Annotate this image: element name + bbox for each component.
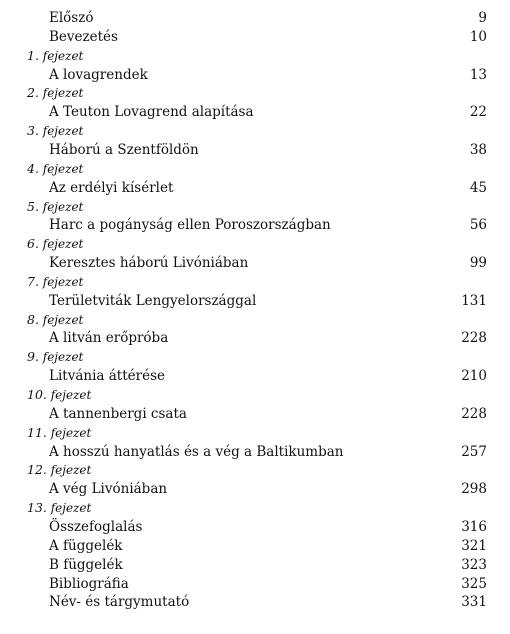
toc-entry <box>0 65 510 85</box>
chapter-label <box>27 423 91 443</box>
chapter-number: 2. <box>27 85 39 101</box>
toc-entry <box>0 102 510 122</box>
chapter-label <box>27 460 91 480</box>
toc-entry-title: Litvánia áttérése <box>49 368 165 385</box>
toc-page-number: 45 <box>469 179 487 196</box>
toc-entry-title: Név- és tárgymutató <box>49 594 190 611</box>
chapter-number: 12. <box>27 462 47 478</box>
chapter-heading <box>0 498 510 518</box>
toc-entry-title: A Teuton Lovagrend alapítása <box>49 104 254 121</box>
toc-page-number: 38 <box>469 141 487 158</box>
toc-page-number: 323 <box>461 556 487 573</box>
toc-page-number: 228 <box>461 405 487 422</box>
chapter-heading <box>0 121 510 141</box>
chapter-number: 9. <box>27 349 39 365</box>
chapter-label <box>27 46 83 66</box>
toc-entry-title: Bevezetés <box>49 28 118 45</box>
toc-entry-title: Összefoglalás <box>49 518 143 535</box>
toc-page-number: 325 <box>461 575 487 592</box>
chapter-word: fejezet <box>50 388 92 402</box>
chapter-label <box>27 498 91 518</box>
toc-entry-title: Harc a pogányság ellen Poroszországban <box>49 217 331 234</box>
toc-entry <box>0 479 510 499</box>
toc-entry-title: A tannenbergi csata <box>49 405 187 422</box>
toc-entry-title: A függelék <box>49 537 123 554</box>
chapter-label <box>27 272 83 292</box>
chapter-heading <box>0 46 510 66</box>
toc-page-number: 10 <box>469 28 487 45</box>
toc-entry <box>0 215 510 235</box>
toc-page-number: 228 <box>461 330 487 347</box>
chapter-word: fejezet <box>42 48 84 63</box>
chapter-word: fejezet <box>50 501 92 516</box>
toc-entry <box>0 8 510 28</box>
chapter-label <box>27 347 83 367</box>
chapter-word: fejezet <box>42 274 84 289</box>
toc-page-number: 13 <box>469 66 487 83</box>
chapter-word: fejezet <box>42 124 84 139</box>
chapter-number: 7. <box>27 273 39 289</box>
toc-entry <box>0 27 510 47</box>
toc-entry-title: Az erdélyi kísérlet <box>49 179 174 196</box>
chapter-label <box>27 385 91 405</box>
chapter-heading <box>0 385 510 405</box>
toc-page-number: 131 <box>461 292 487 309</box>
chapter-label <box>27 159 83 179</box>
toc-page-number: 210 <box>461 368 487 385</box>
toc-entry-title: Területviták Lengyelországgal <box>49 292 257 309</box>
toc-page-number: 298 <box>461 481 487 498</box>
toc-entry <box>0 592 510 612</box>
toc-entry <box>0 328 510 348</box>
toc-entry-title: A lovagrendek <box>49 66 148 83</box>
chapter-word: fejezet <box>42 199 84 214</box>
chapter-number: 4. <box>27 160 39 176</box>
chapter-number: 11. <box>27 424 47 440</box>
toc-entry <box>0 178 510 198</box>
chapter-number: 8. <box>27 311 39 327</box>
toc-page-number: 331 <box>461 594 487 611</box>
toc-page-number: 99 <box>469 255 487 272</box>
toc-entry <box>0 140 510 160</box>
toc-entry-title: Előszó <box>49 10 94 26</box>
chapter-label <box>27 310 83 330</box>
chapter-word: fejezet <box>50 463 92 478</box>
chapter-number: 5. <box>27 198 39 214</box>
toc-page-number: 9 <box>478 10 487 26</box>
toc-entry <box>0 442 510 462</box>
chapter-word: fejezet <box>42 350 84 365</box>
toc-entry <box>0 517 510 537</box>
chapter-label <box>27 234 83 254</box>
toc-entry-title: Háború a Szentföldön <box>49 141 199 158</box>
toc-page-number: 56 <box>469 217 487 234</box>
toc-entry <box>0 291 510 311</box>
chapter-word: fejezet <box>50 425 92 440</box>
chapter-word: fejezet <box>42 161 84 176</box>
chapter-number: 13. <box>27 500 47 516</box>
chapter-heading <box>0 197 510 217</box>
toc-entry-title: A litván erőpróba <box>49 330 169 347</box>
chapter-label <box>27 121 83 141</box>
chapter-label <box>27 197 83 217</box>
toc-page-number: 321 <box>461 537 487 554</box>
toc-entry <box>0 366 510 386</box>
chapter-heading <box>0 423 510 443</box>
chapter-heading <box>0 347 510 367</box>
chapter-heading <box>0 234 510 254</box>
toc-entry-title: Keresztes háború Livóniában <box>49 255 249 272</box>
toc-page-number: 22 <box>469 104 487 121</box>
chapter-number: 1. <box>27 47 39 63</box>
toc-entry-title: B függelék <box>49 556 123 573</box>
toc-page-number: 316 <box>461 518 487 535</box>
toc-entry <box>0 404 510 424</box>
chapter-heading <box>0 460 510 480</box>
chapter-word: fejezet <box>42 86 84 101</box>
toc-entry <box>0 555 510 575</box>
chapter-label <box>27 83 83 103</box>
chapter-word: fejezet <box>42 237 84 252</box>
toc-entry <box>0 536 510 556</box>
toc-entry-title: Bibliográfia <box>49 575 129 592</box>
chapter-number: 10. <box>27 387 47 402</box>
chapter-word: fejezet <box>42 312 84 327</box>
chapter-heading <box>0 83 510 103</box>
chapter-number: 6. <box>27 236 39 252</box>
chapter-heading <box>0 272 510 292</box>
toc-entry <box>0 574 510 594</box>
chapter-heading <box>0 159 510 179</box>
toc-entry <box>0 253 510 273</box>
toc-entry-title: A hosszú hanyatlás és a vég a Baltikumban <box>49 443 344 460</box>
chapter-heading <box>0 310 510 330</box>
toc-entry-title: A vég Livóniában <box>49 481 168 498</box>
chapter-number: 3. <box>27 123 39 139</box>
toc-page-number: 257 <box>461 443 487 460</box>
